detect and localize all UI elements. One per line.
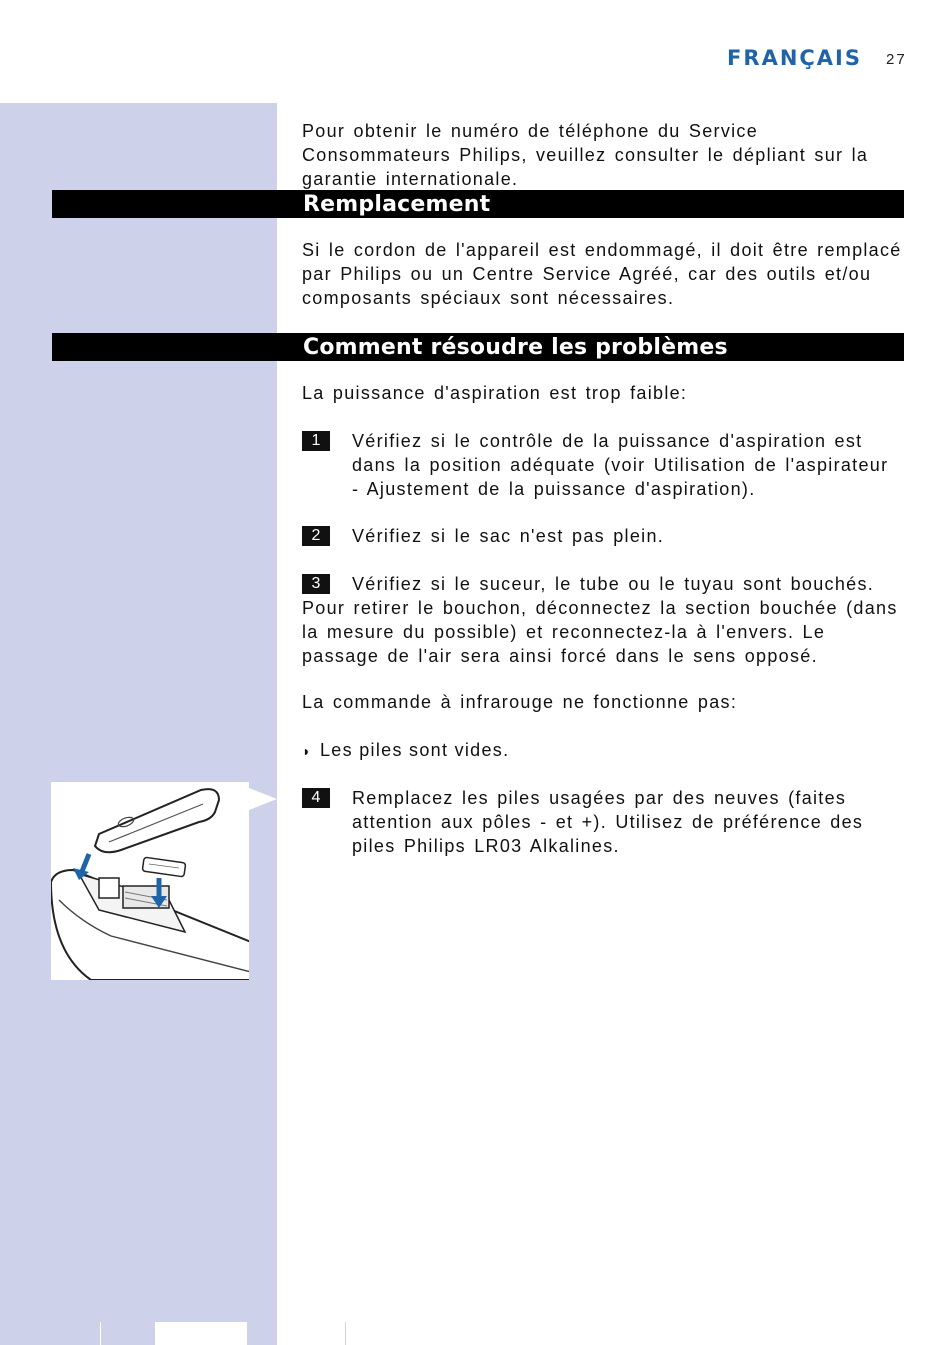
step-text: Vérifiez si le contrôle de la puissance d'aspiration est dans la position adéquate (voir Utilisation de l'aspirateur - Ajustement de la puissance d'aspiration). [352,431,889,499]
step-text: Vérifiez si le sac n'est pas plein. [352,526,665,546]
step-number: 1 [302,431,330,451]
footer-tab [155,1322,247,1345]
bullet-text: Les piles sont vides. [320,740,510,760]
step-number: 4 [302,788,330,808]
language-header: FRANÇAIS [727,46,862,70]
problem-2-heading: La commande à infrarouge ne fonctionne pas: [302,692,738,712]
remplacement-paragraph: Si le cordon de l'appareil est endommagé, il doit être remplacé par Philips ou un Centre Service Agréé, car des outils et/ou composants spéciaux sont nécessaires. [302,240,902,308]
step-4 [302,786,902,858]
sidebar-band [0,103,277,1345]
step-text: Vérifiez si le suceur, le tube ou le tuyau sont bouchés. [352,574,875,594]
triangle-bullet-icon: ◗ [302,743,312,759]
step-number: 2 [302,526,330,546]
footer-divider [345,1322,346,1345]
page-number: 27 [886,51,907,68]
remote-battery-illustration [51,782,249,980]
remote-battery-icon [51,782,249,980]
heading-problemes [52,333,904,361]
illustration-pointer [249,788,277,810]
footer-divider [100,1322,101,1345]
heading-problemes-title: Comment résoudre les problèmes [303,335,728,360]
step-3 [302,572,902,596]
intro-paragraph: Pour obtenir le numéro de téléphone du Service Consommateurs Philips, veuillez consulter le dépliant sur la garantie internationale. [302,121,869,189]
heading-remplacement-title: Remplacement [303,192,491,217]
step-3-note: Pour retirer le bouchon, déconnectez la section bouchée (dans la mesure du possible) et reconnectez-la à l'envers. Le passage de l'air sera ainsi forcé dans le sens opposé. [302,598,898,666]
problem-1-heading: La puissance d'aspiration est trop faible: [302,383,688,403]
step-1 [302,429,902,501]
step-number: 3 [302,574,330,594]
bullet-item [302,738,509,763]
step-text: Remplacez les piles usagées par des neuves (faites attention aux pôles - et +). Utilisez de préférence des piles Philips LR03 Alkalines. [352,788,864,856]
step-2 [302,524,902,548]
heading-remplacement [52,190,904,218]
